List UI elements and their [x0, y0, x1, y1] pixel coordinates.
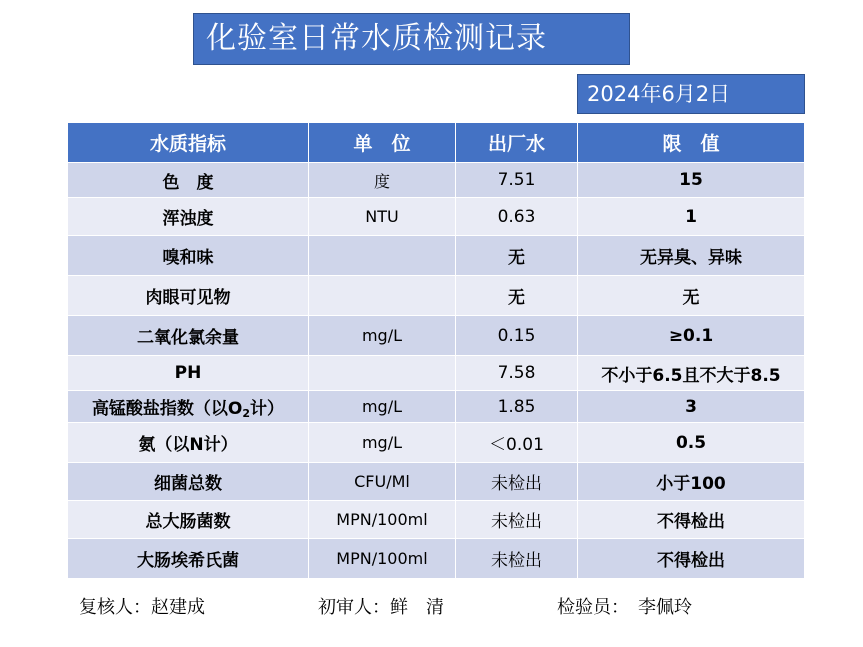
- outlet-value-cell: 1.85: [456, 391, 578, 423]
- outlet-value-cell: 0.63: [456, 198, 578, 236]
- unit-cell: MPN/100ml: [309, 539, 456, 579]
- limit-cell: 不得检出: [578, 501, 805, 539]
- header-unit: 单 位: [309, 123, 456, 163]
- indicator-name: 大肠埃希氏菌: [68, 539, 309, 579]
- unit-cell: mg/L: [309, 391, 456, 423]
- limit-cell: 小于100: [578, 463, 805, 501]
- table-row: [68, 539, 805, 579]
- indicator-name: 细菌总数: [68, 463, 309, 501]
- limit-cell: 3: [578, 391, 805, 423]
- water-quality-table: [67, 122, 805, 579]
- outlet-value-cell: 无: [456, 276, 578, 316]
- table-body: [68, 163, 805, 579]
- table-row: [68, 198, 805, 236]
- inspector-signature: 检验员： 李佩玲: [557, 597, 692, 618]
- unit-cell: [309, 236, 456, 276]
- first-reviewer-signature: 初审人：鲜 清: [318, 597, 444, 618]
- limit-cell: 不小于6.5且不大于8.5: [578, 356, 805, 391]
- indicator-name: 总大肠菌数: [68, 501, 309, 539]
- indicator-name-subscript: 2: [242, 406, 251, 420]
- unit-cell: [309, 356, 456, 391]
- unit-cell: CFU/Ml: [309, 463, 456, 501]
- table-row: [68, 316, 805, 356]
- table-row: [68, 276, 805, 316]
- outlet-value-cell: ＜0.01: [456, 423, 578, 463]
- header-indicator: 水质指标: [68, 123, 309, 163]
- header-limit: 限 值: [578, 123, 805, 163]
- unit-cell: NTU: [309, 198, 456, 236]
- page-title: 化验室日常水质检测记录: [193, 13, 630, 65]
- outlet-value-cell: 无: [456, 236, 578, 276]
- limit-cell: 无: [578, 276, 805, 316]
- indicator-name: 嗅和味: [68, 236, 309, 276]
- unit-cell: MPN/100ml: [309, 501, 456, 539]
- indicator-name: 肉眼可见物: [68, 276, 309, 316]
- outlet-value-cell: 未检出: [456, 463, 578, 501]
- limit-cell: 不得检出: [578, 539, 805, 579]
- table-row: [68, 356, 805, 391]
- table-row: [68, 423, 805, 463]
- limit-cell: 1: [578, 198, 805, 236]
- unit-cell: 度: [309, 163, 456, 198]
- record-date: 2024年6月2日: [577, 74, 805, 114]
- table-row: [68, 163, 805, 198]
- table-row: [68, 391, 805, 423]
- outlet-value-cell: 未检出: [456, 539, 578, 579]
- indicator-name: 浑浊度: [68, 198, 309, 236]
- unit-cell: [309, 276, 456, 316]
- table-row: [68, 463, 805, 501]
- limit-cell: 15: [578, 163, 805, 198]
- limit-cell: 无异臭、异味: [578, 236, 805, 276]
- table-header-row: [68, 123, 805, 163]
- indicator-name: 色 度: [68, 163, 309, 198]
- outlet-value-cell: 7.51: [456, 163, 578, 198]
- unit-cell: mg/L: [309, 316, 456, 356]
- outlet-value-cell: 7.58: [456, 356, 578, 391]
- indicator-name: 氨（以N计）: [68, 423, 309, 463]
- outlet-value-cell: 0.15: [456, 316, 578, 356]
- header-outlet-water: 出厂水: [456, 123, 578, 163]
- table-row: [68, 501, 805, 539]
- indicator-name-suffix: 计）: [250, 398, 285, 419]
- limit-cell: ≥0.1: [578, 316, 805, 356]
- indicator-name: PH: [68, 356, 309, 391]
- unit-cell: mg/L: [309, 423, 456, 463]
- table-row: [68, 236, 805, 276]
- indicator-name: 二氧化氯余量: [68, 316, 309, 356]
- outlet-value-cell: 未检出: [456, 501, 578, 539]
- limit-cell: 0.5: [578, 423, 805, 463]
- indicator-name: [68, 391, 309, 423]
- indicator-name-prefix: 高锰酸盐指数（以O: [91, 398, 243, 419]
- reviewer-signature: 复核人：赵建成: [79, 597, 205, 618]
